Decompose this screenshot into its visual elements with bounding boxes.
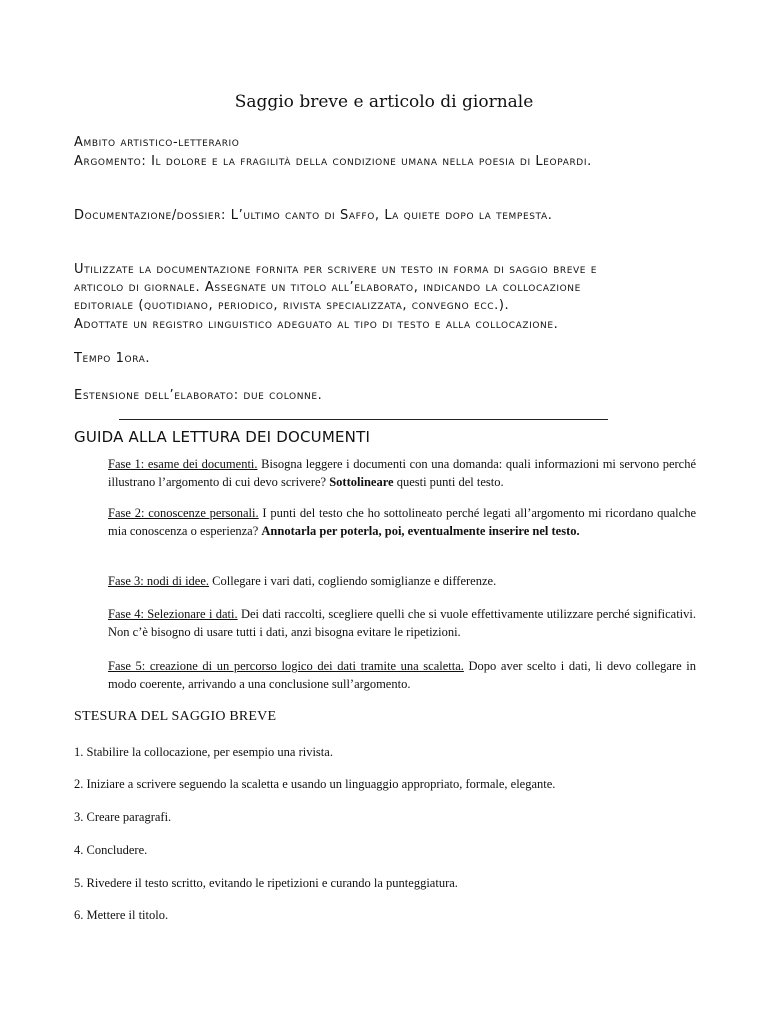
phase-1 bbox=[108, 456, 696, 491]
phase-2-text: I punti del testo che ho sottolineato perché legati all’argomento mi ricordano qualche mia conoscenza o esperienza? bbox=[108, 506, 696, 538]
stesura-heading: STESURA DEL SAGGIO BREVE bbox=[74, 709, 277, 724]
istruzioni-line-1: Utilizzate la documentazione fornita per scrivere un testo in forma di saggio breve e bbox=[74, 262, 598, 277]
phase-5 bbox=[108, 658, 696, 693]
stesura-step-4: 4. Concludere. bbox=[74, 843, 148, 857]
phase-2-label: Fase 2: conoscenze personali. bbox=[108, 506, 259, 520]
estensione-line: Estensione dell’elaborato: due colonne. bbox=[74, 388, 323, 403]
guide-heading: GUIDA ALLA LETTURA DEI DOCUMENTI bbox=[74, 428, 371, 446]
phase-4-label: Fase 4: Selezionare i dati. bbox=[108, 607, 238, 621]
phase-3 bbox=[108, 573, 696, 591]
phase-5-label: Fase 5: creazione di un percorso logico dei dati tramite una scaletta. bbox=[108, 659, 464, 673]
phase-1-label: Fase 1: esame dei documenti. bbox=[108, 457, 258, 471]
istruzioni-line-4: Adottate un registro linguistico adeguato al tipo di testo e alla collocazione. bbox=[74, 317, 559, 332]
stesura-step-6: 6. Mettere il titolo. bbox=[74, 908, 169, 922]
phase-1-tail: questi punti del testo. bbox=[393, 474, 504, 489]
phase-1-text: Bisogna leggere i documenti con una domanda: quali informazioni mi servono perché illustrano l’argomento di cui devo scrivere? bbox=[108, 457, 697, 489]
phase-4 bbox=[108, 606, 696, 641]
phase-3-text: Collegare i vari dati, cogliendo somiglianze e differenze. bbox=[209, 574, 497, 588]
ambito-line: Ambito artistico-letterario bbox=[74, 135, 240, 150]
tempo-line: Tempo 1ora. bbox=[74, 351, 151, 366]
documentazione-line: Documentazione/dossier: L’ultimo canto di Saffo, La quiete dopo la tempesta. bbox=[74, 208, 553, 223]
stesura-step-2: 2. Iniziare a scrivere seguendo la scaletta e usando un linguaggio appropriato, formale, elegante. bbox=[74, 777, 556, 791]
phase-4-text: Dei dati raccolti, scegliere quelli che si vuole effettivamente utilizzare perché significativi. Non c’è bisogno di usare tutti i dati, anzi bisogna evitare le ripetizioni. bbox=[108, 607, 697, 639]
phase-2-bold: Annotarla per poterla, poi, eventualmente inserire nel testo. bbox=[261, 523, 580, 538]
stesura-step-5: 5. Rivedere il testo scritto, evitando le ripetizioni e curando la punteggiatura. bbox=[74, 876, 458, 890]
document-title: Saggio breve e articolo di giornale bbox=[234, 92, 534, 112]
istruzioni-line-3: editoriale (quotidiano, periodico, rivista specializzata, convegno ecc.). bbox=[74, 298, 510, 313]
phase-2 bbox=[108, 505, 696, 540]
stesura-step-3: 3. Creare paragrafi. bbox=[74, 810, 172, 824]
phase-1-bold: Sottolineare bbox=[329, 474, 394, 489]
phase-3-label: Fase 3: nodi di idee. bbox=[108, 574, 210, 588]
argomento-line: Argomento: Il dolore e la fragilità della condizione umana nella poesia di Leopardi. bbox=[74, 154, 592, 169]
section-divider bbox=[119, 419, 608, 420]
stesura-step-1: 1. Stabilire la collocazione, per esempio una rivista. bbox=[74, 745, 333, 759]
phase-5-text: Dopo aver scelto i dati, li devo collegare in modo coerente, arrivando a una conclusione sull’argomento. bbox=[108, 659, 697, 691]
istruzioni-line-2: articolo di giornale. Assegnate un titolo all’elaborato, indicando la collocazione bbox=[74, 280, 581, 295]
